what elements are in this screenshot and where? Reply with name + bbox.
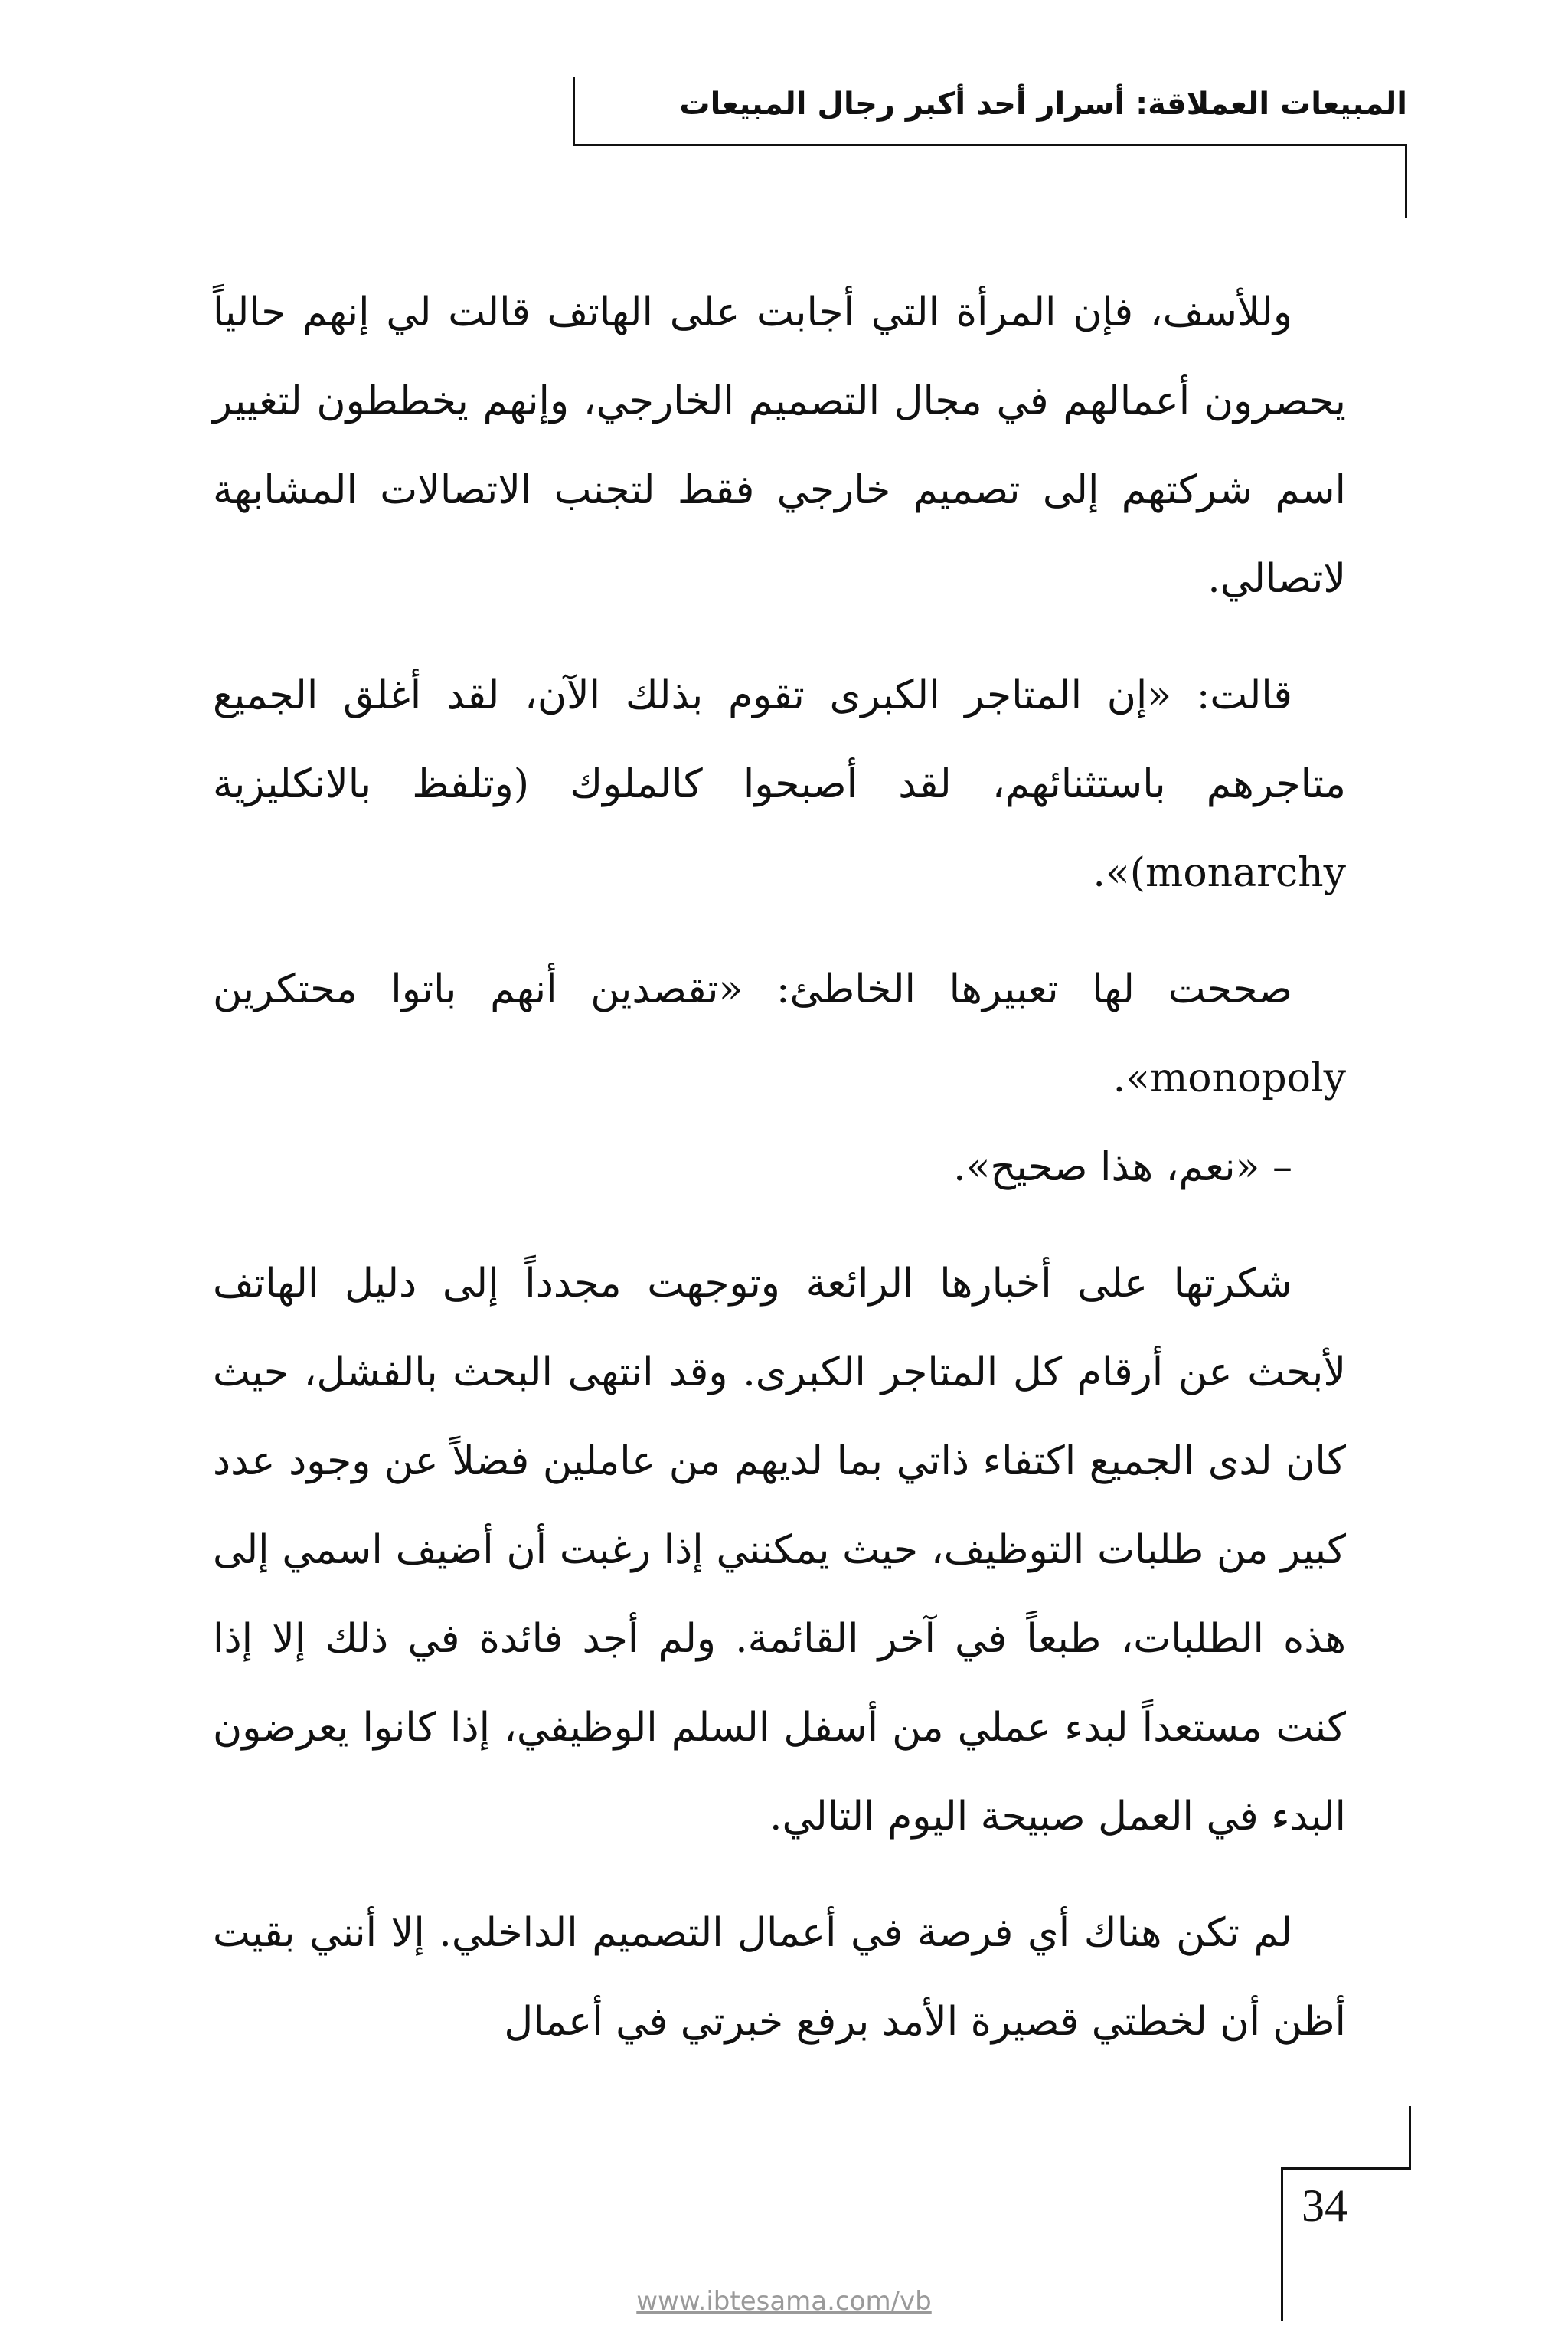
paragraph-3: صححت لها تعبيرها الخاطئ: «تقصدين أنهم باتوا محتكرين monopoly». xyxy=(213,966,1346,1101)
dialogue-line: – «نعم، هذا صحيح». xyxy=(953,1144,1292,1190)
header-rule-right xyxy=(1405,144,1407,218)
header-rule xyxy=(573,144,1407,146)
running-header-title: المبيعات العملاقة: أسرار أحد أكبر رجال المبيعات xyxy=(679,87,1407,122)
paragraph-1: وللأسف، فإن المرأة التي أجابت على الهاتف قالت لي إنهم حالياً يحصرون أعمالهم في مجال التصميم الخارجي، وإنهم يخططون لتغيير اسم شركتهم إلى تصميم خارجي فقط لتجنب الاتصالات المشابهة لاتصالي. xyxy=(213,289,1346,602)
body-text xyxy=(213,268,1346,2066)
folio-rule-horizontal xyxy=(1281,2167,1411,2170)
paragraph-5: لم تكن هناك أي فرصة في أعمال التصميم الداخلي. إلا أنني بقيت أظن أن لخطتي قصيرة الأمد برفع خبرتي في أعمال xyxy=(213,1910,1346,2045)
paragraph-2: قالت: «إن المتاجر الكبرى تقوم بذلك الآن، لقد أغلق الجميع متاجرهم باستثنائهم، لقد أصبحوا كالملوك (وتلفظ بالانكليزية monarchy)». xyxy=(213,672,1346,896)
paragraph-4: شكرتها على أخبارها الرائعة وتوجهت مجدداً إلى دليل الهاتف لأبحث عن أرقام كل المتاجر الكبرى. وقد انتهى البحث بالفشل، حيث كان لدى الجميع اكتفاء ذاتي بما لديهم من عاملين فضلاً عن وجود عدد كبير من طلبات التوظيف، حيث يمكنني إذا رغبت أن أضيف اسمي إلى هذه الطلبات، طبعاً في آخر القائمة. ولم أجد فائدة في ذلك إلا إذا كنت مستعداً لبدء عملي من أسفل السلم الوظيفي، إذا كانوا يعرضون البدء في العمل صبيحة اليوم التالي. xyxy=(213,1261,1346,1840)
watermark-link[interactable]: www.ibtesama.com/vb xyxy=(636,2286,932,2317)
page-number: 34 xyxy=(1302,2180,1348,2231)
folio-rule-upper xyxy=(1409,2106,1411,2169)
header-rule-left xyxy=(573,77,575,146)
